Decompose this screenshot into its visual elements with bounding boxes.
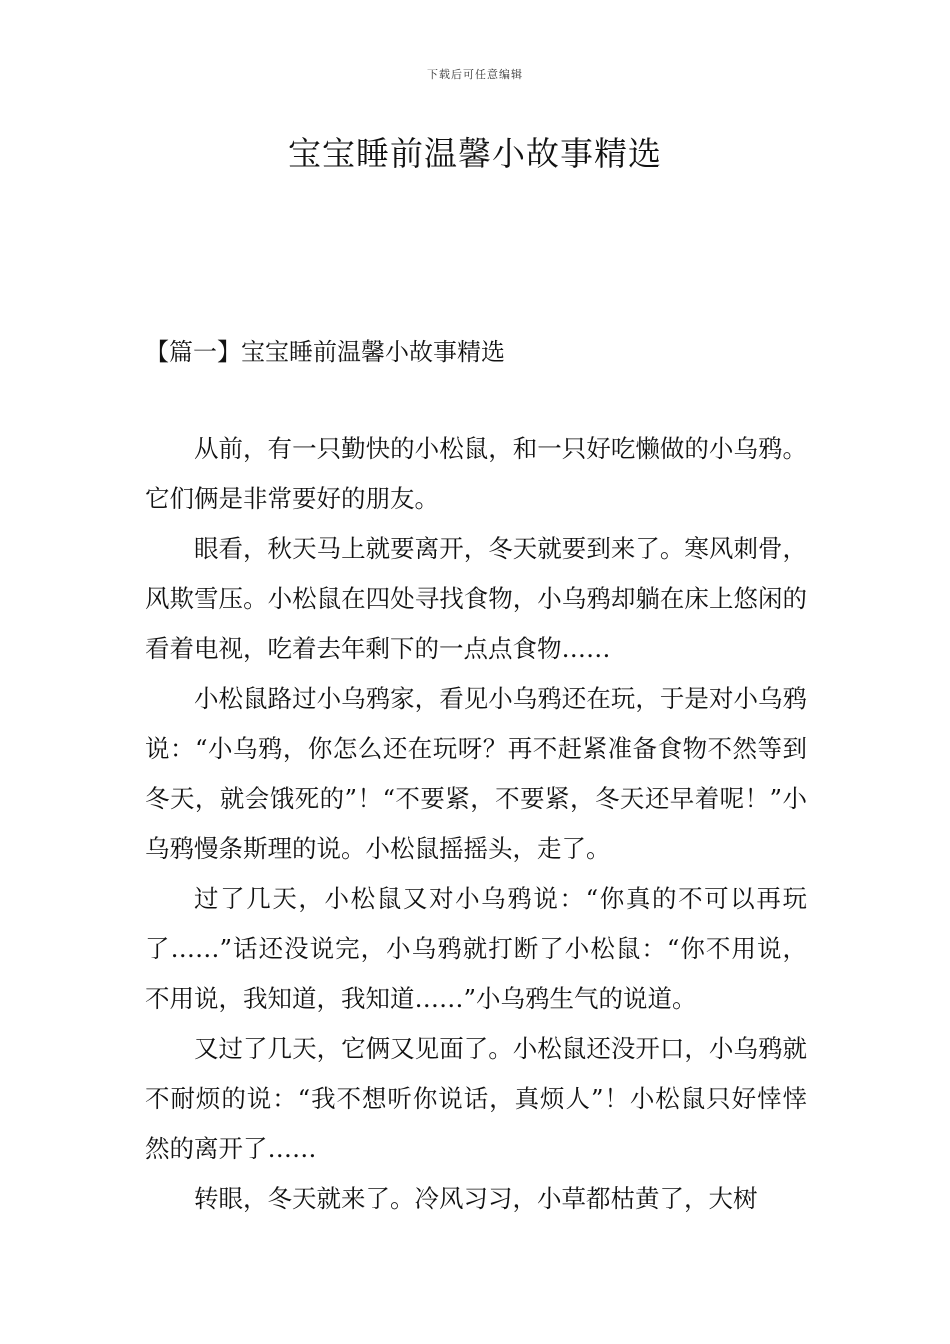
paragraph-5: 又过了几天，它俩又见面了。小松鼠还没开口，小乌鸦就不耐烦的说：“我不想听你说话，真烦人”！小松鼠只好悻悻然的离开了…… xyxy=(145,1034,807,1163)
section-heading: 【篇一】宝宝睡前温馨小故事精选 xyxy=(145,338,505,366)
paragraph-1: 从前，有一只勤快的小松鼠，和一只好吃懒做的小乌鸦。它们俩是非常要好的朋友。 xyxy=(145,434,807,513)
paragraph-2: 眼看，秋天马上就要离开，冬天就要到来了。寒风刺骨，风欺雪压。小松鼠在四处寻找食物，小乌鸦却躺在床上悠闲的看着电视，吃着去年剩下的一点点食物…… xyxy=(145,534,807,663)
paragraph-6: 转眼，冬天就来了。冷风习习，小草都枯黄了，大树 xyxy=(194,1184,758,1213)
header-note: 下载后可任意编辑 xyxy=(427,68,523,81)
paragraph-4: 过了几天，小松鼠又对小乌鸦说：“你真的不可以再玩了……”话还没说完，小乌鸦就打断了小松鼠：“你不用说，不用说，我知道，我知道……”小乌鸦生气的说道。 xyxy=(145,884,807,1013)
paragraph-3: 小松鼠路过小乌鸦家，看见小乌鸦还在玩，于是对小乌鸦说：“小乌鸦，你怎么还在玩呀？再不赶紧准备食物不然等到冬天，就会饿死的”！“不要紧，不要紧，冬天还早着呢！”小乌鸦慢条斯理的说。小松鼠摇摇头，走了。 xyxy=(145,684,807,863)
document-title: 宝宝睡前温馨小故事精选 xyxy=(288,134,662,173)
story-body xyxy=(145,424,807,1224)
